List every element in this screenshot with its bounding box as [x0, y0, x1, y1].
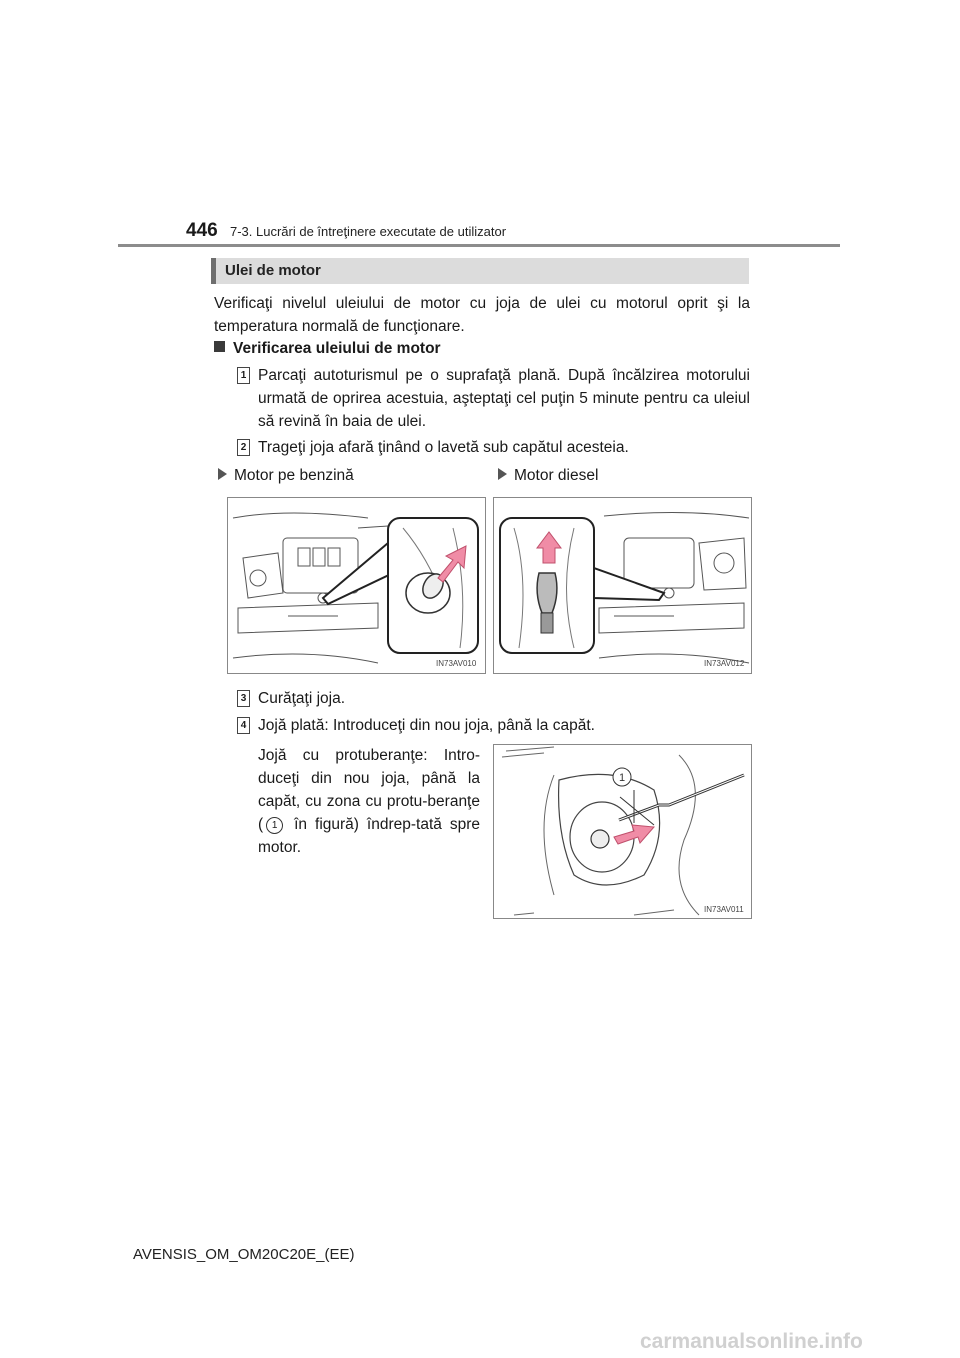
caption-diesel-text: Motor diesel — [514, 467, 599, 484]
caption-petrol-text: Motor pe benzină — [234, 467, 354, 484]
header-divider — [118, 244, 840, 247]
step-2-text: Trageţi joja afară ţinând o lavetă sub capătul acesteia. — [258, 439, 629, 456]
callout-number: 1 — [266, 817, 283, 834]
protrusion-text-before: Jojă cu protuberanţe: Intro-duceţi din nou joja, până la capăt, cu zona cu protu-beranţe ( — [258, 747, 480, 833]
figure-callout: 1 — [618, 772, 626, 784]
step-3-text: Curăţaţi joja. — [258, 690, 346, 707]
protrusion-text-after: în figură) îndrep-tată spre motor. — [258, 816, 480, 856]
square-bullet-icon — [214, 341, 225, 352]
intro-paragraph: Verificaţi nivelul uleiului de motor cu joja de ulei cu motorul oprit şi la temperatura normală de funcţionare. — [214, 295, 750, 335]
figure-petrol-engine — [227, 497, 486, 674]
caption-arrow-icon — [498, 468, 507, 480]
engine-bay-illustration — [494, 498, 751, 673]
section-title: Ulei de motor — [225, 262, 321, 279]
engine-bay-illustration — [228, 498, 485, 673]
caption-arrow-icon — [218, 468, 227, 480]
watermark: carmanualsonline.info — [640, 1330, 863, 1353]
subheading-text: Verificarea uleiului de motor — [233, 340, 441, 357]
figure-code: IN73AV012 — [704, 659, 745, 668]
figure-diesel-engine — [493, 497, 752, 674]
page-number: 446 — [186, 220, 218, 241]
step-1-text: Parcaţi autoturismul pe o suprafaţă plană. După încălzirea motorului urmată de oprirea acestuia, aşteptaţi cel puţin 5 minute pentru ca uleiul să revină în baia de ulei. — [258, 367, 750, 430]
protrusion-paragraph — [258, 744, 480, 859]
step-number-3: 3 — [237, 690, 250, 707]
chapter-title: 7-3. Lucrări de întreţinere executate de utilizator — [230, 224, 507, 239]
figure-code: IN73AV010 — [436, 659, 477, 668]
step-number-1: 1 — [237, 367, 250, 384]
step-4-text: Jojă plată: Introduceţi din nou joja, până la capăt. — [258, 717, 595, 734]
caption-diesel — [498, 467, 598, 485]
step-number-2: 2 — [237, 439, 250, 456]
figure-dipstick-insertion — [493, 744, 752, 919]
dipstick-illustration — [494, 745, 751, 918]
figure-code: IN73AV011 — [704, 905, 744, 914]
step-number-4: 4 — [237, 717, 250, 734]
section-accent — [211, 258, 216, 284]
caption-petrol — [218, 467, 354, 485]
footer-document-code: AVENSIS_OM_OM20C20E_(EE) — [133, 1246, 355, 1263]
subheading — [214, 340, 441, 358]
section-title-bar — [211, 258, 749, 284]
